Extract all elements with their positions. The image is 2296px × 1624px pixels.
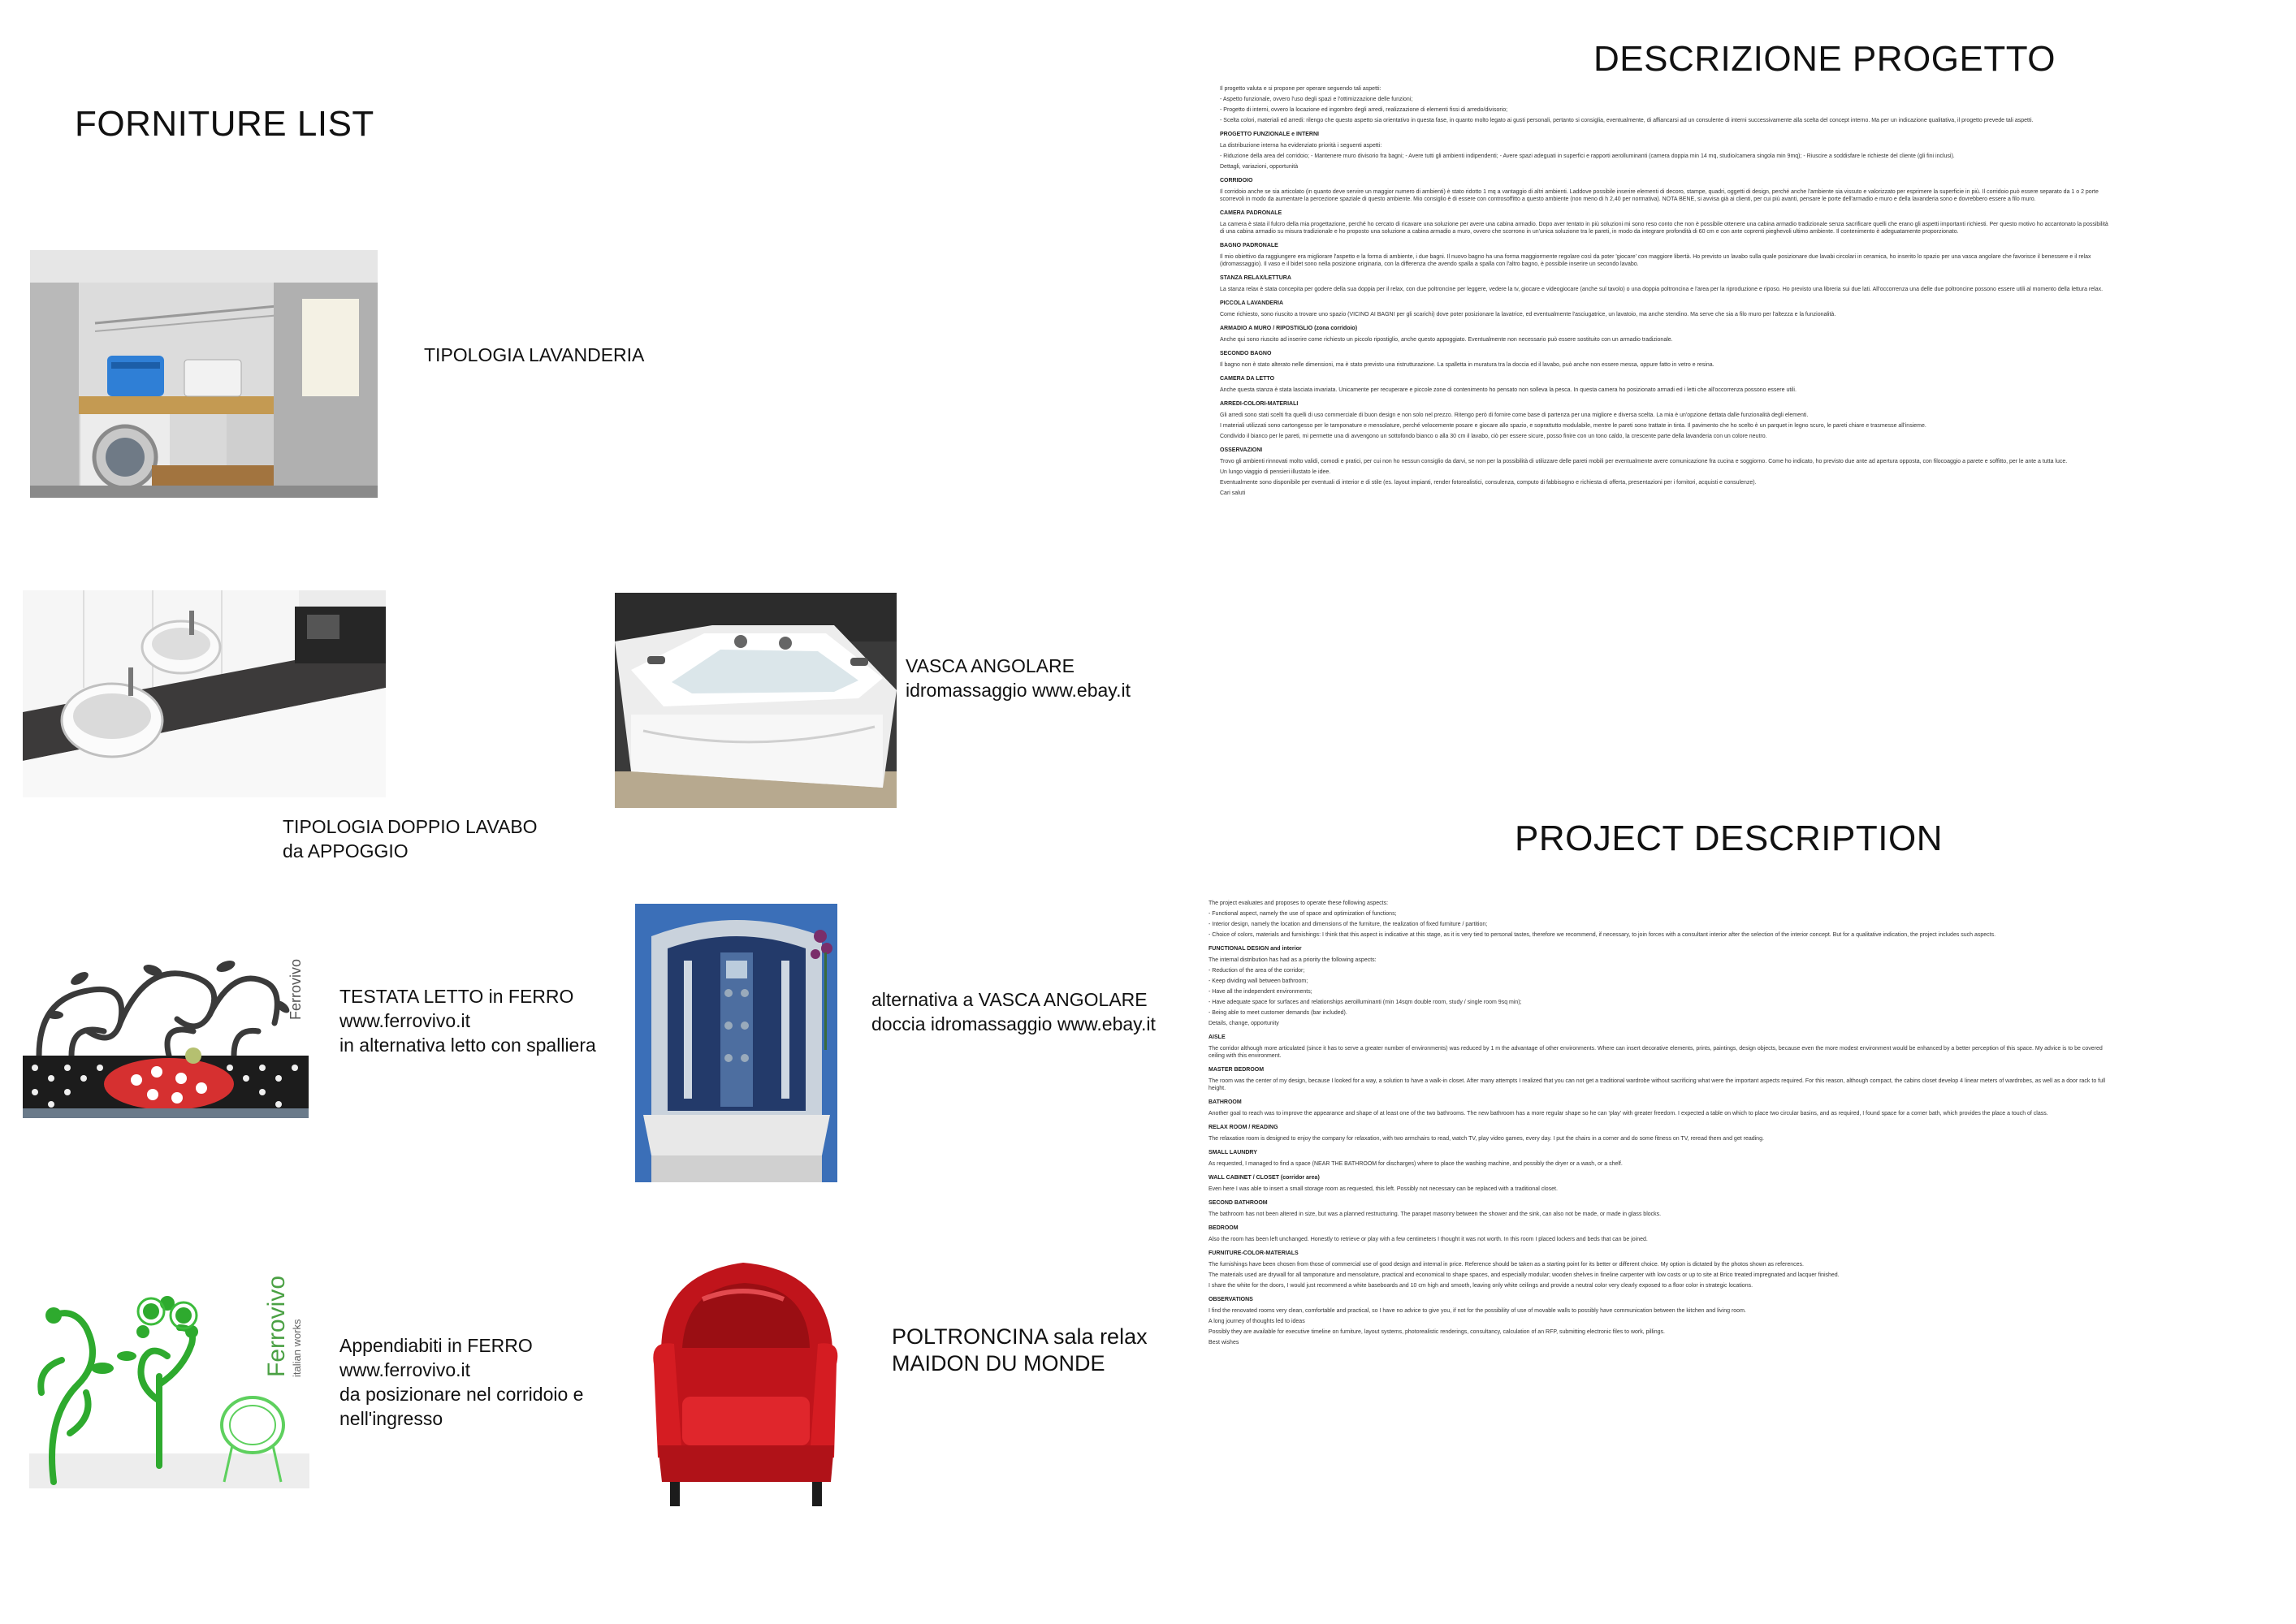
doc-paragraph: Gli arredi sono stati scelti fra quelli di uso commerciale di buon design e non solo nel prezzo. Ritengo però di fornire come base di partenza per una migliore e diversa scelta. La mia è un'opzione dettata dalle funzionalità degli elementi. [1220, 412, 1809, 418]
doc-paragraph: - Have adequate space for surfaces and relationships aeroilluminanti (min 14sqm double room, study / single room 9sq min); [1209, 1000, 1522, 1005]
doc-paragraph: - Riduzione della area del corridoio; - Mantenere muro divisorio fra bagni; - Avere tutti gli ambienti indipendenti; - Avere spazi adeguati in superfici e rapporti aerolluminanti (camera doppia min 14 mq, studio/camera singola min 9mq); - Riuscire a soddisfare le richieste del cliente (gli fini inclusi). [1220, 153, 1955, 159]
testata-caption-line1: TESTATA LETTO in FERRO [339, 986, 574, 1007]
vasca-caption-line1: VASCA ANGOLARE [906, 655, 1074, 676]
doc-heading: SMALL LAUNDRY [1209, 1150, 1257, 1155]
corner-bathtub-photo [615, 593, 897, 808]
doc-paragraph: The internal distribution has had as a priority the following aspects: [1209, 957, 1377, 963]
doppio-lavabo-caption-line1: TIPOLOGIA DOPPIO LAVABO [283, 816, 538, 837]
doppio-lavabo-caption [283, 814, 538, 863]
doc-heading: FURNITURE-COLOR-MATERIALS [1209, 1250, 1299, 1256]
doc-heading: MASTER BEDROOM [1209, 1067, 1265, 1073]
doc-paragraph: The furnishings have been chosen from those of commercial use of good design and internal in price. Reference should be taken as a starting point for its better or different choice. My option is dictated by the photos shown as references. [1209, 1262, 1804, 1268]
doc-paragraph: - Functional aspect, namely the use of space and optimization of functions; [1209, 911, 1397, 917]
doc-paragraph: Cari saluti [1220, 490, 1246, 496]
doc-paragraph: La stanza relax è stata concepita per godere della sua doppia per il relax, con due poltroncine per leggere, vedere la tv, giocare e videogiocare (anche sul tavolo) o una doppia poltroncina e l'area per la riproduzione e riposo. Ho previsto una libreria sui due lati. All'occorrenza una delle due poltroncine possono essere utili al momento della lettura relax. [1220, 287, 2104, 292]
doc-paragraph: - Progetto di interni, ovvero la locazione ed ingombro degli arredi, realizzazione di elementi fissi di arredo/divisorio; [1220, 107, 1508, 113]
doccia-caption-line2: doccia idromassaggio www.ebay.it [871, 1013, 1156, 1034]
testata-caption-line3: in alternativa letto con spalliera [339, 1034, 596, 1056]
project-description-title: PROJECT DESCRIPTION [1515, 818, 1943, 858]
doc-paragraph: Eventualmente sono disponibile per eventuali di interior e di stile (es. layout impianti, render fotorealistici, consulenza, computo di fabbisogno e richiesta di offerta, presentazioni per i fornitori, acquisti e consulenze). [1220, 480, 1757, 486]
testata-caption [339, 984, 596, 1057]
doc-paragraph: - Aspetto funzionale, ovvero l'uso degli spazi e l'ottimizzazione delle funzioni; [1220, 97, 1413, 102]
doc-paragraph: Anche qui sono riuscito ad inserire come richiesto un piccolo ripostiglio, anche questo appoggiato. Eventualmente non necessario può essere sostituito con un armadio tradizionale. [1220, 337, 1673, 343]
poltroncina-caption-line1: POLTRONCINA sala relax [892, 1324, 1148, 1349]
doc-paragraph: Also the room has been left unchanged. Honestly to retrieve or play with a few centimeters I thought it was not worth. In this room I placed lockers and beds that can be joined. [1209, 1237, 1648, 1242]
doc-heading: CORRIDOIO [1220, 178, 1253, 184]
doc-paragraph: La camera è stata il fulcro della mia progettazione, perché ho cercato di ricavare una soluzione per avere una cabina armadio. Dopo aver tentato in più soluzioni mi sono reso conto che non è possibile ottenere una cabina armadio tradizionale senza sacrificare quelli che erano gli aspetti importanti richiesti. Per questo motivo ho accantonato la possibilità di una cabina armadio su misura tradizionale e ho proposto una soluzione a cabina armadio a muro, ovvero che scorrono in un'unica soluzione tra le pareti, in modo da integrare profondità di 60 cm e con ante coprenti pieghevoli ultimo ambiente. Il contenimento è adeguatamente proporzionato. [1220, 222, 2108, 235]
doc-paragraph: - Scelta colori, materiali ed arredi: rilengo che questo aspetto sia orientativo in questa fase, in quanto molto legato ai gusti personali, pertanto si consiglia, eventualmente, di affiancarsi ad un consulente di interni successivamente alla scelta del concept interno. Ma per un indicazione qualitativa, il progetto prevede tali aspetti. [1220, 118, 2034, 123]
doc-heading: STANZA RELAX/LETTURA [1220, 275, 1291, 281]
doc-paragraph: Il corridoio anche se sia articolato (in quanto deve servire un maggior numero di ambienti) è stato ridotto 1 mq a vantaggio di altri ambienti. Laddove possibile inserire elementi di decoro, stampe, quadri, oggetti di design, perché anche l'ambiente sia vissuto e valorizzato per esprimere la superficie in più. Il corridoio può essere separato da 1 o 2 porte scorrevoli in modo da aumentare la percezione spaziale di questo ambiente. Mio consiglio è di essere con controsoffitto a questo ambiente (non meno di h 2,40 per normativa). NOTA BENE, si avvisa già ai clienti, per cui più avanti, pensare le porte dell'armadio e muro e della lavanderia sono e dovrebbero essere a filo muro. [1220, 189, 2099, 202]
doc-heading: SECOND BATHROOM [1209, 1200, 1268, 1206]
ferrovivo-logo-headboard [284, 942, 309, 1023]
descrizione-text-block [1220, 85, 2112, 812]
laundry-photo [30, 250, 378, 498]
doc-paragraph: Even here I was able to insert a small storage room as requested, this left. Possibly not necessary can be replaced with a traditional closet. [1209, 1186, 1558, 1192]
doc-heading: BATHROOM [1209, 1099, 1242, 1105]
doc-paragraph: The relaxation room is designed to enjoy the company for relaxation, with two armchairs to read, watch TV, play video games, every day. I put the chairs in a corner and do some fitness on TV, reread them and get reading. [1209, 1136, 1764, 1142]
doccia-caption [871, 987, 1156, 1036]
doc-heading: ARMADIO A MURO / RIPOSTIGLIO (zona corridoio) [1220, 326, 1358, 331]
doc-paragraph: The room was the center of my design, because I looked for a way, a solution to have a walk-in closet. After many attempts I realized that you can not get a traditional wardrobe without sacrificing what were the important aspects required. For this reason, although compact, the cabins closet develop 4 linear meters of wardrobes, as well as a door rack to full height. [1209, 1078, 2106, 1091]
doc-heading: CAMERA PADRONALE [1220, 210, 1282, 216]
doc-heading: FUNCTIONAL DESIGN and interior [1209, 946, 1302, 952]
shower-cabin-photo [635, 904, 837, 1182]
doc-paragraph: - Being able to meet customer demands (bar included). [1209, 1010, 1347, 1016]
iron-headboard-photo [23, 934, 309, 1118]
doc-paragraph: - Reduction of the area of the corridor; [1209, 968, 1305, 974]
testata-caption-line2: www.ferrovivo.it [339, 1010, 471, 1031]
ferrovivo-logo-text-2: Ferrovivo [263, 1275, 290, 1377]
doc-paragraph: Un lungo viaggio di pensieri illustato le idee. [1220, 469, 1331, 475]
doc-paragraph: The bathroom has not been altered in size, but was a planned restructuring. The parapet masonry between the shower and the sink, can also not be made, or made in glass blocks. [1209, 1212, 1662, 1217]
vasca-caption-line2: idromassaggio www.ebay.it [906, 680, 1131, 701]
doc-heading: BAGNO PADRONALE [1220, 243, 1278, 248]
lavanderia-caption [424, 343, 644, 367]
doc-heading: SECONDO BAGNO [1220, 351, 1272, 356]
doppio-lavabo-caption-line2: da APPOGGIO [283, 840, 409, 862]
descrizione-progetto-title: DESCRIZIONE PROGETTO [1593, 39, 2056, 79]
doc-paragraph: - Choice of colors, materials and furnishings: I think that this aspect is indicative at this stage, as it is very tied to personal tastes, therefore we recommend, if necessary, to join forces with a consultant interior after the selection of the interior concept. But for a qualitative indication, the project includes such aspects. [1209, 932, 1996, 938]
doccia-caption-line1: alternativa a VASCA ANGOLARE [871, 989, 1148, 1010]
doc-paragraph: Il mio obiettivo da raggiungere era migliorare l'aspetto e la forma di ambiente, i due bagni. Il nuovo bagno ha una forma maggiormente regolare così da poter 'giocare' con maggiore libertà. Ho previsto un lavabo sulla quale posizionare due lavabi circolari in ceramica, ho inserito lo spazio per una vasca angolare che favorisce il benessere e il relax (idromassaggio). Il vaso e il bidet sono nella posizione originaria, con la differenza che avendo spalla a spalla con l'altro bagno, è possibile inserire un secondo lavabo. [1220, 254, 2091, 267]
appendiabiti-caption-line4: nell'ingresso [339, 1408, 443, 1429]
doc-heading: AISLE [1209, 1034, 1226, 1040]
doc-paragraph: Il bagno non è stato alterato nelle dimensioni, ma è stato previsto una ristrutturazione. La spalletta in muratura tra la doccia ed il lavabo, può anche non essere messa, oppure fatto in vetro e resina. [1220, 362, 1714, 368]
doc-paragraph: Come richiesto, sono riuscito a trovare uno spazio (VICINO AI BAGNI per gli scarichi) dove poter posizionare la lavatrice, ed eventualmente l'asciugatrice, un lavatoio, ma anche stendino. Ma serve che sia a filo muro per l'altezza e la funzionalità. [1220, 312, 1836, 317]
appendiabiti-caption [339, 1333, 583, 1431]
doc-paragraph: Another goal to reach was to improve the appearance and shape of at least one of the two bathrooms. The new bathroom has a more regular shape so he can 'play' with greater freedom. I expected a table on which to place two circular basins, and as required, I found space for a corner bath, which provides the place a touch of class. [1209, 1111, 2048, 1116]
double-washbasin-photo [23, 590, 386, 797]
doc-paragraph: The corridor although more articulated (since it has to serve a greater number of environments) was reduced by 1 m the advantage of other environments. Where can insert decorative elements, prints, paintings, design objects, because even the more modest environment would be enhanced by a better perception of this space. My advice is to be covered ceiling with this environment. [1209, 1046, 2103, 1059]
forniture-list-title: FORNITURE LIST [75, 104, 374, 144]
doc-paragraph: Dettagli, variazioni, opportunità [1220, 164, 1299, 170]
doc-paragraph: Condivido il bianco per le pareti, mi permette una di avvengono un sottofondo bianco o alla 30 cm il lavabo, ciò per essere sicure, posso finire con un tono caldo, la crescente parte della lavanderia con un colore neutro. [1220, 434, 1767, 439]
doc-paragraph: The project evaluates and proposes to operate these following aspects: [1209, 901, 1389, 906]
appendiabiti-caption-line2: www.ferrovivo.it [339, 1359, 471, 1380]
ferrovivo-logo-text: Ferrovivo [288, 958, 304, 1020]
doc-paragraph: Best wishes [1209, 1340, 1239, 1345]
doc-heading: BEDROOM [1209, 1225, 1239, 1231]
poltroncina-caption [892, 1324, 1148, 1377]
doc-heading: OBSERVATIONS [1209, 1297, 1253, 1302]
doc-paragraph: I find the renovated rooms very clean, comfortable and practical, so I have no advice to give you, if not for the possibility of use of movable walls to possibly have communication between the kitchen and living room. [1209, 1308, 1746, 1314]
doc-paragraph: Il progetto valuta e si propone per operare seguendo tali aspetti: [1220, 86, 1381, 92]
doc-paragraph: - Have all the independent environments; [1209, 989, 1312, 995]
doc-paragraph: As requested, I managed to find a space (NEAR THE BATHROOM for discharges) where to place the washing machine, and possibly the dryer or a wash, or a shelf. [1209, 1161, 1623, 1167]
doc-heading: ARREDI-COLORI-MATERIALI [1220, 401, 1299, 407]
doc-paragraph: - Keep dividing wall between bathroom; [1209, 978, 1308, 984]
poltroncina-caption-line2: MAIDON DU MONDE [892, 1351, 1105, 1376]
vasca-caption [906, 654, 1131, 702]
appendiabiti-caption-line1: Appendiabiti in FERRO [339, 1335, 533, 1356]
doc-heading: PROGETTO FUNZIONALE e INTERNI [1220, 132, 1319, 137]
project-text-block [1209, 900, 2118, 1618]
doc-paragraph: - Interior design, namely the location and dimensions of the furniture, the realization of fixed furniture / partition; [1209, 922, 1488, 927]
doc-heading: CAMERA DA LETTO [1220, 376, 1275, 382]
doc-heading: OSSERVAZIONI [1220, 447, 1263, 453]
doc-heading: PICCOLA LAVANDERIA [1220, 300, 1284, 306]
doc-paragraph: Anche questa stanza è stata lasciata invariata. Unicamente per recuperare e piccole zone di contenimento ho pensato non solleva la pesca. In questa camera ho posizionato armadi ed i letti che all'occorrenza possono essere utili. [1220, 387, 1797, 393]
doc-paragraph: A long journey of thoughts led to ideas [1209, 1319, 1305, 1324]
doc-heading: RELAX ROOM / READING [1209, 1125, 1278, 1130]
italian-works-text: italian works [291, 1319, 303, 1377]
doc-paragraph: Details, change, opportunity [1209, 1021, 1279, 1026]
ferrovivo-logo-coat [258, 1275, 307, 1379]
doc-paragraph: Trovo gli ambienti rinnovati molto validi, comodi e pratici, per cui non ho nessun consiglio da darvi, se non per la possibilità di utilizzare delle pareti mobili per eventualmente avere comunicazione fra cucina e soggiorno. Come ho indicato, ho previsto due ante ad apertura opposta, con filocoaggio a parete e soffitto, per le ante a tutta luce. [1220, 459, 2068, 464]
doc-paragraph: I materiali utilizzati sono cartongesso per le tamponature e mensolature, perché velocemente posare e giocare allo spazio, e soprattutto modulabile, mentre le pareti sono trattate in tinta. Il pavimento che ho scelto è un parquet in legno scuro, le pareti chiare e trasmesse all'insieme. [1220, 423, 1926, 429]
doc-paragraph: The materials used are drywall for all tamponature and mensolature, practical and economical to shape spaces, and especially modular; wooden shelves in fineline carpenter with low costs or up to site at Brico treated impregnated and lacquer finished. [1209, 1272, 1840, 1278]
lavanderia-caption-line1: TIPOLOGIA LAVANDERIA [424, 344, 645, 365]
doc-paragraph: I share the white for the doors, I would just recommend a white baseboards and 10 cm high and smooth, leaving only white ceilings and provide a neutral color very clearly exposed to a floor color in strategic locations. [1209, 1283, 1753, 1289]
doc-paragraph: Possibly they are available for executive timeline on furniture, layout systems, photorealistic renderings, consultancy, calculation of an RFP, submitting electronic files to work, pillings. [1209, 1329, 1665, 1335]
doc-paragraph: La distribuzione interna ha evidenziato priorità i seguenti aspetti: [1220, 143, 1382, 149]
doc-heading: WALL CABINET / CLOSET (corridor area) [1209, 1175, 1320, 1181]
appendiabiti-caption-line3: da posizionare nel corridoio e [339, 1384, 584, 1405]
red-armchair-photo [638, 1250, 853, 1512]
